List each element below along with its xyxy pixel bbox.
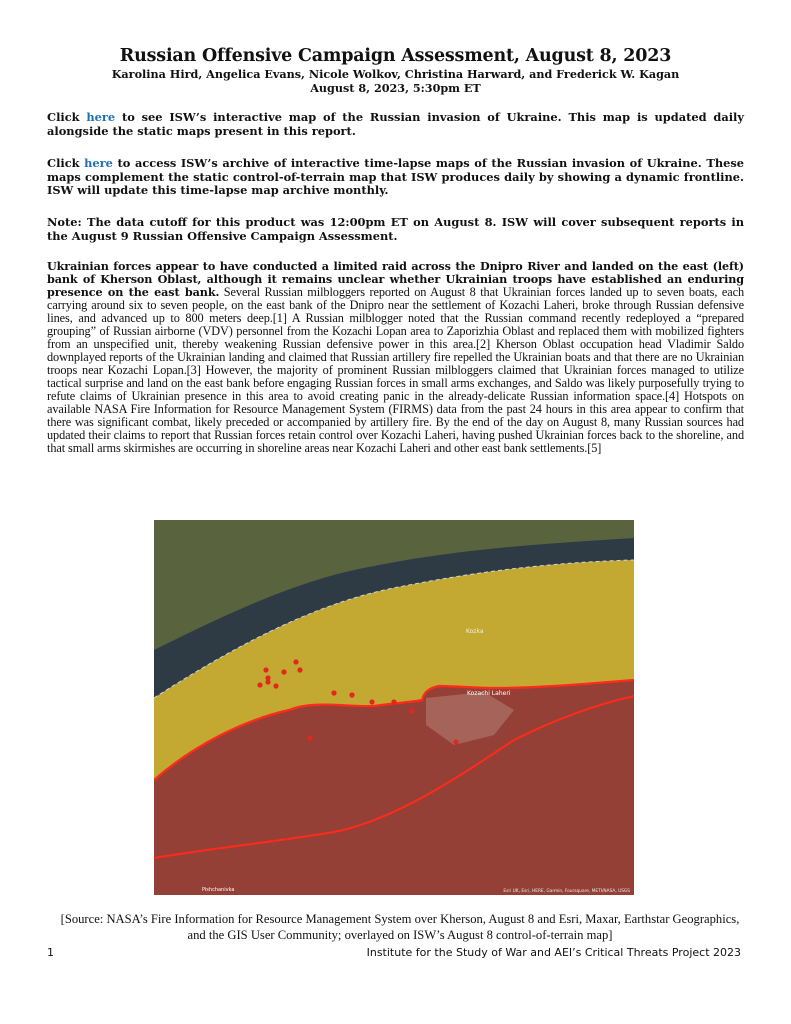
hotspot [391,699,396,704]
page-number: 1 [47,946,54,959]
data-cutoff-note: Note: The data cutoff for this product was 12:00pm ET on August 8. ISW will cover subsequent reports in the August 9 Russian Offensive Campaign Assessment. [47,215,744,243]
hotspot [265,675,270,680]
hotspot [281,669,286,674]
map-caption: [Source: NASA’s Fire Information for Resource Management System over Kherson, August 8 and Esri, Maxar, Earthstar Geographics, and the GIS User Community; overlayed on ISW’s August 8 control-of-terrain map] [60,912,740,942]
interactive-map-notice [47,111,744,138]
hotspot [257,682,262,687]
hotspot [409,708,414,713]
time-lapse-archive-link[interactable]: here [84,156,113,170]
hotspot [331,690,336,695]
report-title: Russian Offensive Campaign Assessment, August 8, 2023 [119,46,672,66]
hotspot [297,667,302,672]
lead-sentence: Ukrainian forces appear to have conducted a limited raid across the Dnipro River and landed on the east (left) bank of Kherson Oblast, although it remains unclear whether Ukrainian troops have established an enduring presence on the east bank. [47,259,744,299]
island-label: Kozka [466,628,484,635]
interactive-map-link[interactable]: here [86,110,116,124]
notice-text: to see ISW’s interactive map of the Russian invasion of Ukraine. This map is updated daily alongside the static maps present in this report. [47,110,744,138]
hotspot [307,735,312,740]
hotspot [349,692,354,697]
hotspot [263,667,268,672]
town-label: Kozachi Laheri [467,690,511,697]
satellite-control-map [154,520,634,895]
notice-text: to access ISW’s archive of interactive time-lapse maps of the Russian invasion of Ukraine. These maps complement the static control-of-terrain map that ISW produces daily by showing a dynamic frontline. ISW will update this time-lapse map archive monthly. [47,156,745,198]
footer-organization: Institute for the Study of War and AEI’s Critical Threats Project 2023 [366,946,741,959]
body-text: Several Russian milbloggers reported on August 8 that Ukrainian forces landed up to seven boats, each carrying around six to seven people, on the east bank of the Dnipro near the settlement of Kozachi Laheri, broke through Russian defensive lines, and advanced up to 800 meters deep.[1] A Russian milblogger noted that the Russian command recently redeployed a “prepared grouping” of Russian airborne (VDV) personnel from the Kozachi Lopan area to Zaporizhia Oblast and replaced them with mobilized fighters from an unspecified unit, thereby weakening Russian defensive power in this area.[2] Kherson Oblast occupation head Vladimir Saldo downplayed reports of the Ukrainian landing and claimed that Russian artillery fire repelled the Ukrainian boats and that there are no Ukrainian troops near Kozachi Lopan.[3] However, the majority of prominent Russian milbloggers claimed that Ukrainian forces managed to utilize tactical surprise and land on the east bank before engaging Russian forces in small arms exchanges, and Saldo was likely purposefully trying to refute claims of Ukrainian presence in this area to avoid creating panic in the already-delicate Russian information space.[4] Hotspots on available NASA Fire Information for Resource Management System (FIRMS) data from the past 24 hours in this area appear to confirm that there was significant combat, likely preceded or accompanied by artillery fire. By the end of the day on August 8, many Russian sources had updated their claims to report that Russian forces retain control over Kozachi Laheri, having pushed Ukrainian forces back to the shoreline, and that small arms skirmishes are occurring in shoreline areas near Kozachi Laheri and other east bank settlements.[5] [47,285,744,455]
map-attribution: Esri UK, Esri, HERE, Garmin, Foursquare, METI/NASA, USGS [503,889,630,894]
hotspot [273,683,278,688]
hotspot [453,739,458,744]
report-date: August 8, 2023, 5:30pm ET [310,81,481,95]
author-list: Karolina Hird, Angelica Evans, Nicole Wolkov, Christina Harward, and Frederick W. Kagan [111,67,680,81]
hotspot [369,699,374,704]
body-paragraph [47,260,744,455]
notice-prefix: Click [47,110,87,124]
hotspot [293,659,298,664]
corner-place-label: Pishchanivka [202,887,235,893]
time-lapse-archive-notice [47,157,744,198]
notice-prefix: Click [47,156,85,170]
map-graphic [154,520,634,895]
